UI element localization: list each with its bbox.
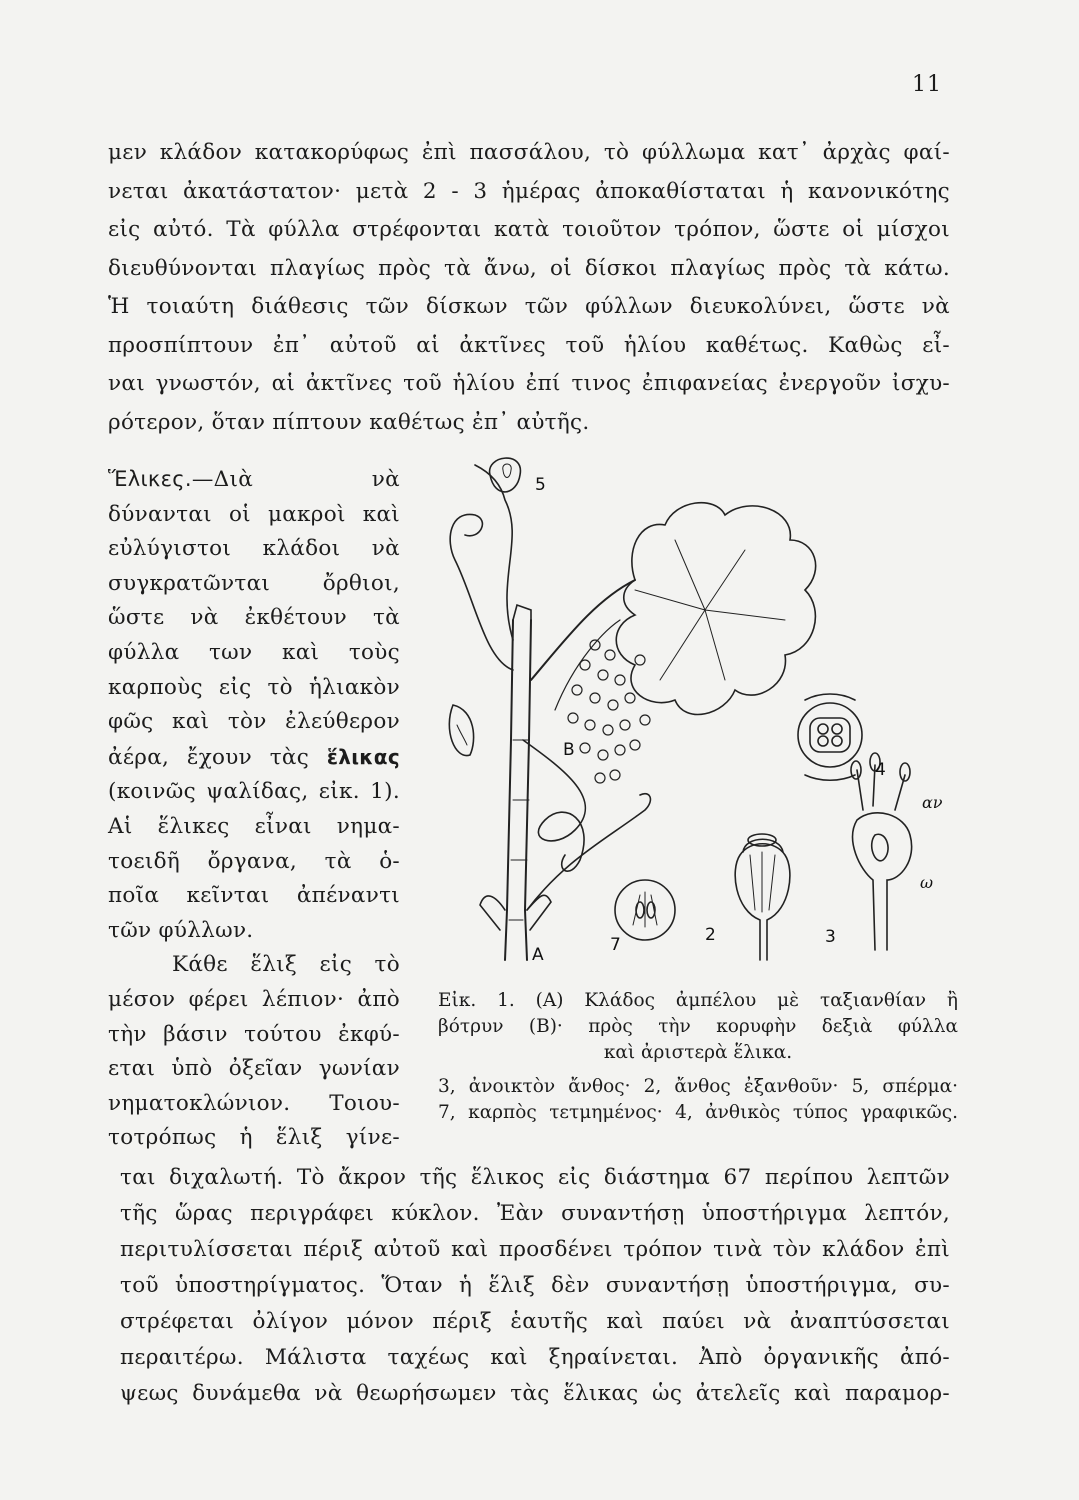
text-line: ναι γνωστόν, αἱ ἀκτῖνες τοῦ ἡλίου ἐπί τινος ἐπιφανείας ἐνεργοῦν ἰσχυ-	[108, 371, 950, 396]
text-line: προσπίπτουν ἐπ᾽ αὐτοῦ αἱ ἀκτῖνες τοῦ ἡλίου καθέτως. Καθὼς εἶ-	[108, 332, 950, 358]
text-line: τοτρόπως ἡ ἕλιξ γίνε-	[108, 1125, 400, 1151]
text-line: Ἡ τοιαύτη διάθεσις τῶν δίσκων τῶν φύλλων διευκολύνει, ὥστε νὰ	[108, 294, 950, 319]
text-line: Αἱ ἕλικες εἶναι νημα-	[108, 813, 400, 839]
figure-caption	[438, 988, 958, 1126]
text-line: ποῖα κεῖνται ἀπέναντι	[108, 883, 400, 909]
caption-line: Εἰκ. 1. (Α) Κλάδος ἀμπέλου μὲ ταξιανθίαν ἢ	[438, 990, 958, 1011]
label-3: 3	[825, 927, 836, 947]
text-line: νηματοκλώνιον. Τοιου-	[108, 1090, 400, 1116]
floral-diagram	[798, 694, 862, 780]
text-line: νεται ἀκατάστατον· μετὰ 2 - 3 ἡμέρας ἀποκαθίσταται ἡ κανονικότης	[108, 178, 950, 204]
text-line: φῶς καὶ τὸν ἐλεύθερον	[108, 709, 400, 735]
paragraph-tendrils	[108, 462, 400, 1156]
text-line: τῶν φύλλων.	[108, 917, 254, 943]
stem	[505, 620, 513, 960]
blooming-flower	[735, 834, 790, 960]
text-line: μεν κλάδον κατακορύφως ἐπὶ πασσάλου, τὸ φύλλωμα κατ᾽ ἀρχὰς φαί-	[108, 140, 950, 165]
text-line: περαιτέρω. Μάλιστα ταχέως καὶ ξηραίνεται. Ἀπὸ ὀργανικῆς ἀπό-	[120, 1345, 950, 1370]
text-line: εται ὑπὸ ὀξεῖαν γωνίαν	[108, 1056, 400, 1082]
text-line: τοῦ ὑποστηρίγματος. Ὅταν ἡ ἕλιξ δὲν συναντήσῃ ὑποστήριγμα, συ-	[120, 1273, 950, 1298]
text-line: Κάθε ἕλιξ εἰς τὸ	[172, 952, 400, 978]
caption-line: 7, καρπὸς τετμημένος· 4, ἀνθικὸς τύπος γραφικῶς.	[438, 1102, 958, 1123]
text-line: καρποὺς εἰς τὸ ἡλιακὸν	[108, 674, 400, 700]
text-line: μέσον φέρει λέπιον· ἀπὸ	[108, 986, 400, 1012]
label-5: 5	[535, 475, 546, 495]
text-line: τοειδῆ ὄργανα, τὰ ὁ-	[108, 848, 400, 874]
text-line: ψεως δυνάμεθα νὰ θεωρήσωμεν τὰς ἕλικας ὡς ἀτελεῖς καὶ παραμορ-	[120, 1381, 950, 1406]
text-line: περιτυλίσσεται πέριξ αὐτοῦ καὶ προσδένει τρόπον τινὰ τὸν κλάδον ἐπὶ	[120, 1237, 950, 1262]
seed-drawing	[490, 458, 521, 492]
page-number: 11	[912, 72, 942, 97]
label-omega: ω	[920, 873, 934, 892]
paragraph-bottom	[120, 1160, 950, 1412]
text-line: τῆς ὥρας περιγράφει κύκλον. Ἐὰν συναντήσῃ ὑποστήριγμα λεπτόν,	[120, 1201, 950, 1226]
text-line: εἰς αὐτό. Τὰ φύλλα στρέφονται κατὰ τοιοῦτον τρόπον, ὥστε οἱ μίσχοι	[108, 217, 950, 242]
text-line	[108, 462, 400, 498]
text-line: ρότερον, ὅταν πίπτουν καθέτως ἐπ᾽ αὐτῆς.	[108, 409, 590, 435]
text-line: διευθύνονται πλαγίως πρὸς τὰ ἄνω, οἱ δίσκοι πλαγίως πρὸς τὰ κάτω.	[108, 255, 950, 281]
vine-leaf	[616, 503, 815, 715]
text-line: ται διχαλωτή. Τὸ ἄκρον τῆς ἕλικος εἰς διάστημα 67 περίπου λεπτῶν	[120, 1165, 950, 1190]
bold-term: ἕλικας	[326, 744, 400, 769]
caption-line: 3, ἀνοικτὸν ἄνθος· 2, ἄνθος ἐξανθοῦν· 5, σπέρμα·	[438, 1076, 958, 1097]
label-7: 7	[610, 935, 621, 955]
caption-line: καὶ ἀριστερὰ ἕλικα.	[603, 1042, 793, 1063]
label-b: B	[563, 740, 575, 760]
text-line: ὥστε νὰ ἐκθέτουν τὰ	[108, 605, 400, 631]
open-flower	[851, 753, 912, 950]
seed-section	[449, 705, 473, 756]
text-line: (κοινῶς ψαλίδας, εἰκ. 1).	[108, 779, 400, 805]
section-heading: Ἕλικες.	[108, 467, 192, 491]
caption-line: βότρυν (Β)· πρὸς τὴν κορυφὴν δεξιὰ φύλλα	[438, 1016, 958, 1037]
fruit-section	[615, 880, 675, 940]
heading-continuation: —Διὰ νὰ	[191, 467, 400, 492]
label-4: 4	[875, 760, 886, 780]
text-line	[108, 740, 400, 776]
text-line: στρέφεται ὀλίγον μόνον πέριξ ἑαυτῆς καὶ παύει νὰ ἀναπτύσσεται	[120, 1309, 950, 1334]
text-line: φύλλα των καὶ τοὺς	[108, 639, 400, 665]
text-line: εὐλύγιστοι κλάδοι νὰ	[108, 536, 400, 562]
label-a: A	[532, 945, 544, 965]
text-line: τὴν βάσιν τούτου ἐκφύ-	[108, 1021, 400, 1047]
text-segment: ἀέρα, ἔχουν τὰς	[108, 744, 310, 770]
paragraph-top	[108, 134, 950, 442]
grapevine-illustration	[405, 440, 975, 1000]
text-line: δύνανται οἱ μακροὶ καὶ	[108, 501, 400, 527]
text-line: συγκρατῶνται ὄρθιοι,	[108, 570, 400, 596]
label-2: 2	[705, 925, 716, 945]
label-an: αν	[922, 793, 943, 812]
